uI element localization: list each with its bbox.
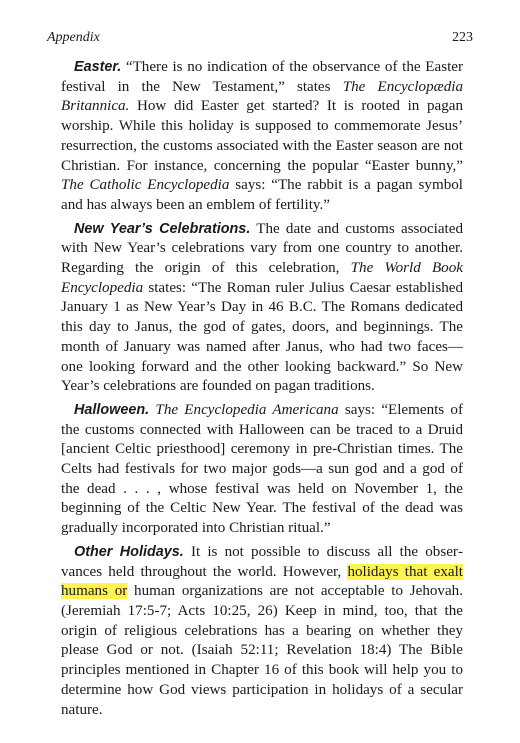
- citation-britannica: The Encyclopædia Britannica.: [61, 78, 464, 115]
- easter-text-2: How did Easter get started? It is rooted in pagan worship. While this holiday is supposed to commemorate Jesus’ resurrection, the customs associated with the Easter season are not Christian. For instance, concerning the popular “Easter bunny,”: [61, 98, 463, 174]
- citation-world-book: The World Book Encyclopedia: [61, 260, 463, 296]
- citation-catholic-encyclopedia: The Catholic Encyclopedia: [61, 177, 230, 194]
- easter-text-1: “There is no indication of the observance of the Easter festival in the New Testament,” states: [61, 59, 463, 95]
- citation-americana: The Encyclopedia Americana: [155, 401, 339, 418]
- running-header: [47, 30, 473, 46]
- page-number: 223: [452, 30, 473, 45]
- term-halloween: Halloween.: [74, 401, 150, 418]
- other-text-1: It is not possible to discuss all the observances held throughout the world. However,: [61, 543, 463, 580]
- easter-text-3: says: “The rabbit is a pagan symbol and has always been an emblem of fertility.”: [61, 177, 463, 213]
- paragraph-new-year: [61, 220, 463, 397]
- term-easter: Easter.: [74, 59, 122, 75]
- section-title: Appendix: [47, 30, 100, 45]
- paragraph-easter: [61, 58, 463, 216]
- new-year-text-1: The date and customs associated with New Year’s celebrations vary from one country to another. Regarding the origin of this celebration,: [61, 220, 463, 277]
- term-new-year: New Year’s Celebrations.: [74, 220, 251, 237]
- term-other-holidays: Other Holidays.: [74, 543, 184, 560]
- body-text: [61, 58, 463, 724]
- other-text-2: human organizations are not acceptable to Jehovah. (Jeremiah 17:5-7; Acts 10:25, 26) Keep in mind, too, that the origin of religious celebrations has a bearing on whether they please God or not. (Isaiah 52:11; Revelation 18:4) The Bible principles mentioned in Chapter 16 of this book will help you to determine how God views participation in holidays of a secular nature.: [61, 583, 463, 718]
- paragraph-halloween: [61, 401, 463, 539]
- halloween-text-1: says: “Elements of the customs connected with Halloween can be traced to a Druid [ancient Celtic priesthood] ceremony in pre-Christian times. The Celts had festivals for two major gods—a sun god and a god of the dead . . . , whose festival was held on November 1, the beginning of the Celtic New Year. The festival of the dead was gradually incorporated into Christian ritual.”: [61, 401, 463, 537]
- new-year-text-2: states: “The Roman ruler Julius Caesar established January 1 as New Year’s Day in 46 B.C. The Romans dedicated this day to Janus, the god of gates, doors, and beginnings. The month of January was named after Janus, who had two faces—one looking forward and the other looking backward.” So New Year’s celebrations are founded on pagan traditions.: [61, 279, 463, 395]
- highlighted-text: holidays that exalt humans or: [61, 563, 463, 600]
- paragraph-other-holidays: [61, 543, 463, 720]
